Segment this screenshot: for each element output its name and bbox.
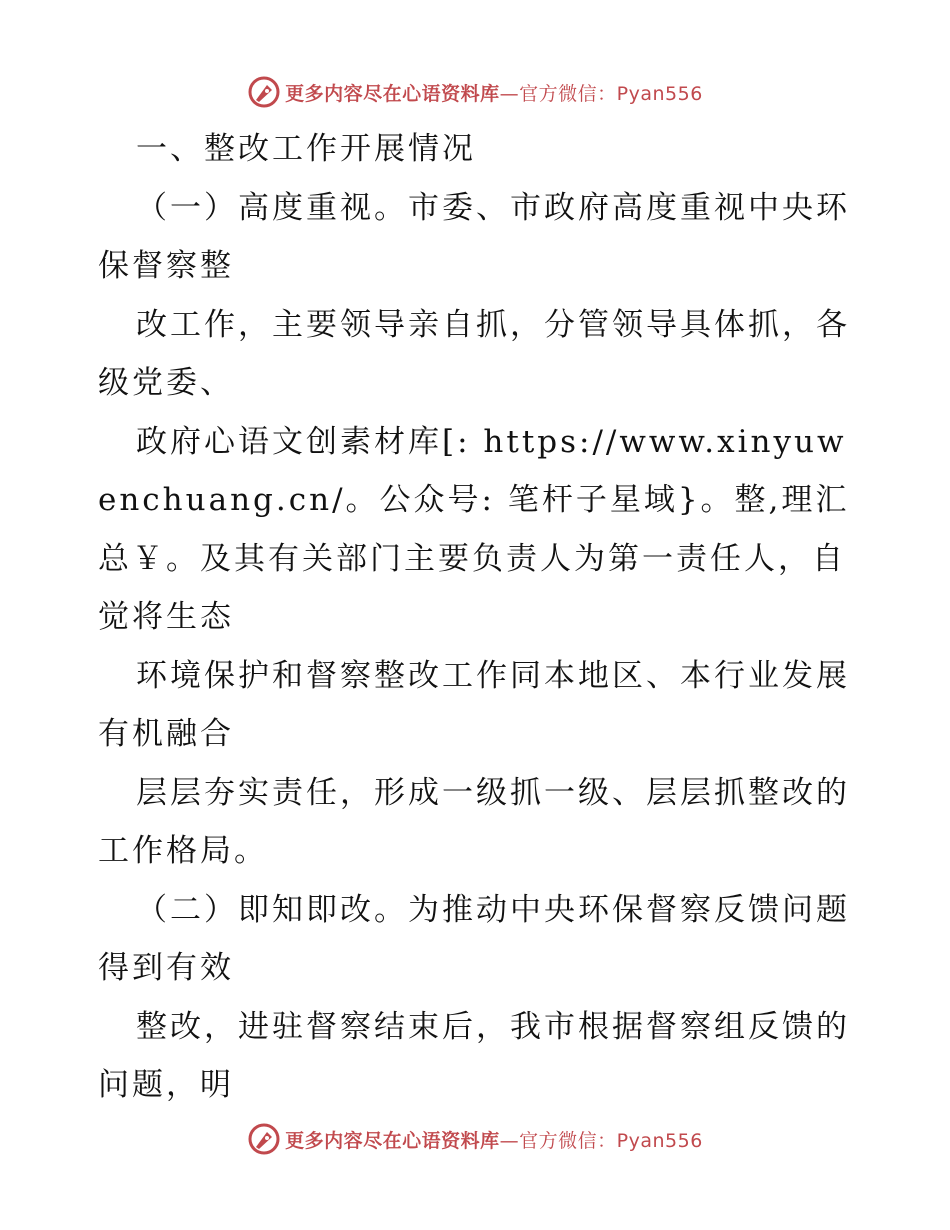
pen-nib-logo-icon xyxy=(247,75,281,109)
header-banner-text xyxy=(285,79,703,106)
paragraph-7: 整改，进驻督察结束后，我市根据督察组反馈的问题，明 xyxy=(98,1008,850,1103)
footer-brand: 更多内容尽在心语资料库 xyxy=(285,1129,500,1152)
header-dash: — xyxy=(499,82,520,105)
paragraph-2: 改工作，主要领导亲自抓，分管领导具体抓，各级党委、 xyxy=(98,306,850,401)
paragraph-4: 环境保护和督察整改工作同本地区、本行业发展有机融合 xyxy=(98,657,850,752)
paragraph-3: 政府心语文创素材库[: https://www.xinyuwenchuang.cn/。公众号: 笔杆子星域}。整,理汇总￥。及其有关部门主要负责人为第一责任人，自觉将生态 xyxy=(98,423,850,635)
paragraph-1: （一）高度重视。市委、市政府高度重视中央环保督察整 xyxy=(98,189,850,284)
paragraph-5: 层层夯实责任，形成一级抓一级、层层抓整改的工作格局。 xyxy=(98,774,850,869)
footer-banner-text xyxy=(285,1126,703,1153)
section-heading: 一、整改工作开展情况 xyxy=(136,131,476,167)
header-brand: 更多内容尽在心语资料库 xyxy=(285,82,500,105)
header-contact: 官方微信：Pyan556 xyxy=(519,82,703,105)
footer-contact: 官方微信：Pyan556 xyxy=(519,1129,703,1152)
pen-nib-logo-icon xyxy=(247,1122,281,1156)
footer-banner xyxy=(0,1119,950,1159)
header-banner xyxy=(0,72,950,112)
footer-dash: — xyxy=(499,1129,520,1152)
paragraph-6: （二）即知即改。为推动中央环保督察反馈问题得到有效 xyxy=(98,891,850,986)
document-body xyxy=(98,120,858,1115)
